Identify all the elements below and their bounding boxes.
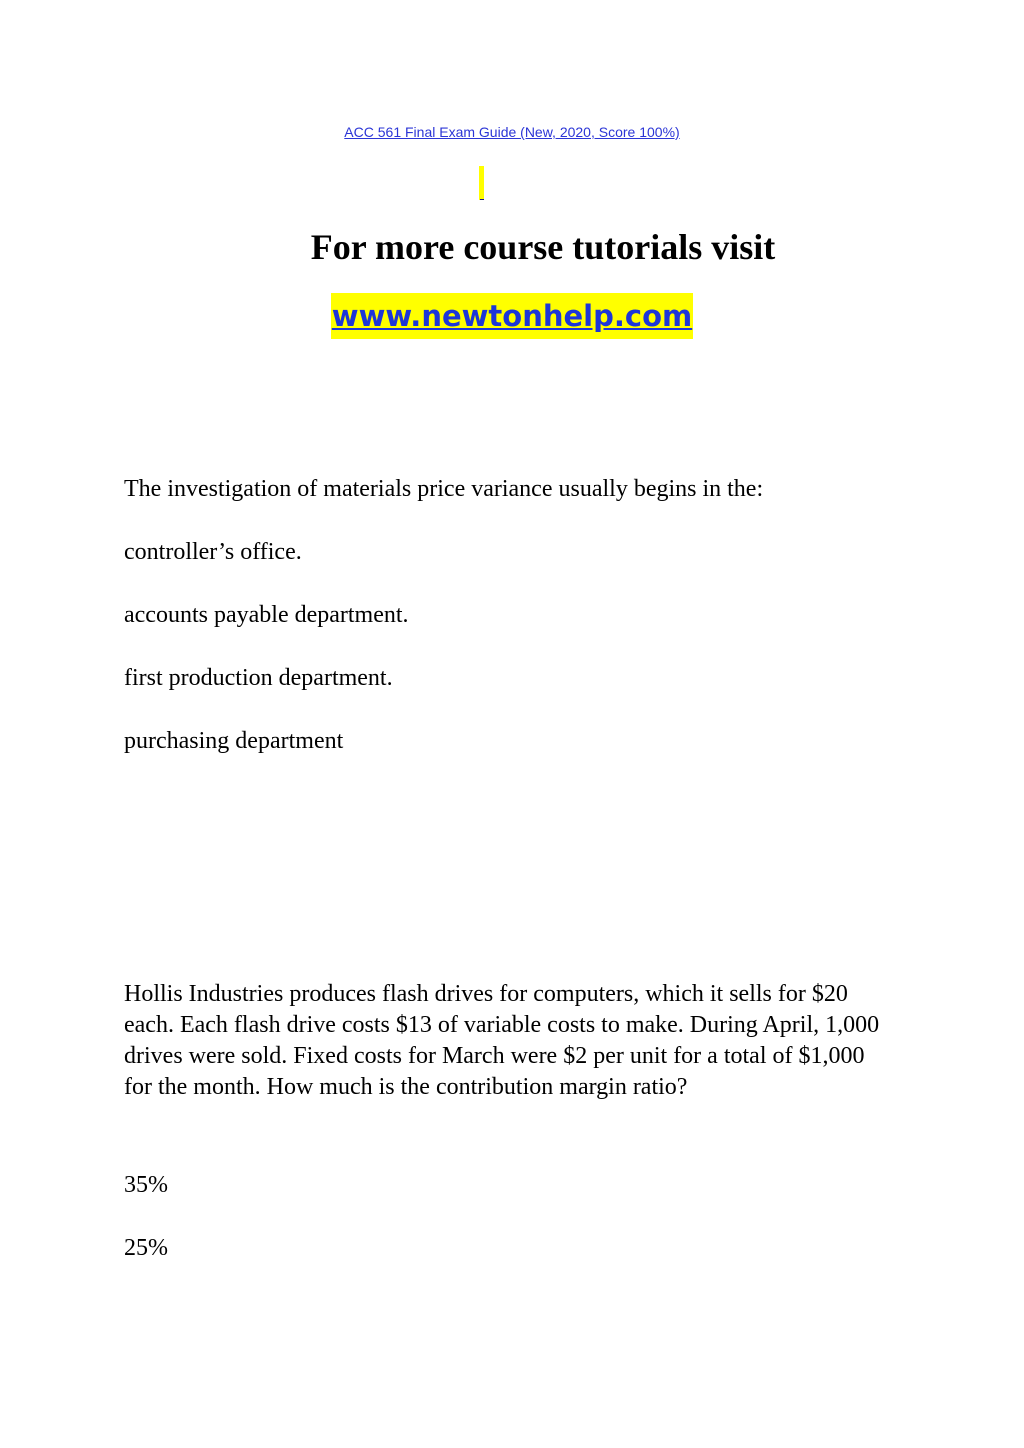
question-1-option-2: accounts payable department. — [124, 602, 409, 628]
question-1-option-4: purchasing department — [124, 728, 344, 754]
promo-title: For more course tutorials visit — [310, 227, 776, 267]
question-2-option-1: 35% — [124, 1172, 168, 1198]
text-cursor-highlight — [479, 166, 484, 200]
promo-website-link[interactable]: www.newtonhelp.com — [331, 293, 693, 339]
question-1-text: The investigation of materials price variance usually begins in the: — [124, 476, 764, 502]
question-1-option-1: controller’s office. — [124, 539, 302, 565]
question-2-option-2: 25% — [124, 1235, 168, 1261]
exam-guide-link[interactable]: ACC 561 Final Exam Guide (New, 2020, Score 100%) — [344, 124, 680, 140]
question-1-option-3: first production department. — [124, 665, 393, 691]
question-2-text: Hollis Industries produces flash drives for computers, which it sells for $20 each. Each flash drive costs $13 of variable costs to make. During April, 1,000 drives were sold. Fixed costs for March were $2 per unit for a total of $1,000 for the month. How much is the contribution margin ratio? — [124, 981, 880, 1100]
